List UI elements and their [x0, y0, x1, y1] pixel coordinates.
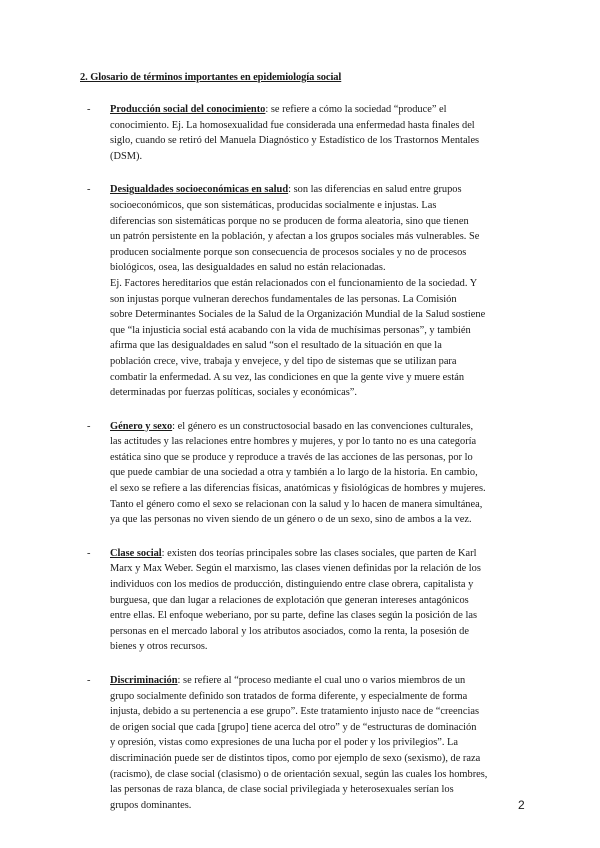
definition-line: (DSM).: [110, 150, 143, 162]
definition-line: que “la injusticia social está acabando con la vida de muchísimas personas”, y también: [110, 324, 471, 336]
definition-line: son injustas porque vulneran derechos fundamentales de las personas. La Comisión: [110, 293, 457, 305]
definition-line: grupo socialmente definido son tratados de forma diferente, y especialmente de forma: [110, 690, 468, 702]
entry-first-line: Discriminación: se refiere al “proceso mediante el cual uno o varios miembros de un: [110, 675, 466, 686]
glossary-list: [80, 102, 532, 831]
definition-line: producen socialmente porque son consecuencia de procesos sociales y no de procesos: [110, 246, 467, 258]
definition-line: socioeconómicos, que son sistemáticas, producidas socialmente e injustas. Las: [110, 199, 437, 211]
glossary-entry: [80, 182, 532, 400]
page-number: 2: [518, 798, 525, 812]
glossary-entry: [80, 546, 532, 655]
definition-line: bienes y otros recursos.: [110, 641, 208, 653]
definition-line: (racismo), de clase social (clasismo) o de orientación sexual, según las cuales los hombres,: [110, 768, 488, 780]
definition-line: el sexo se refiere a las diferencias físicas, anatómicas y fisiológicas de hombres y mujeres.: [110, 483, 486, 495]
definition-line: diferencias son sistemáticas porque no se producen de forma aleatoria, sino que tienen: [110, 215, 469, 227]
definition-continuation: [110, 689, 532, 814]
bullet-dash: -: [87, 675, 91, 686]
definition-line: las personas de raza blanca, de clase social privilegiada y heterosexuales serían los: [110, 784, 454, 796]
definition-line: sobre Determinantes Sociales de la Salud de la Organización Mundial de la Salud sostiene: [110, 309, 486, 321]
bullet-dash: -: [87, 420, 91, 432]
entry-body: [110, 182, 532, 400]
definition-line: determinadas por fuerzas políticas, sociales y económicas”.: [110, 387, 357, 399]
definition-continuation: [110, 118, 532, 165]
definition-line: siglo, cuando se retiró del Manuela Diagnóstico y Estadístico de los Trastornos Mentales: [110, 135, 480, 147]
entry-first-line: Clase social: existen dos teorías principales sobre las clases sociales, que parten de Karl: [110, 547, 477, 559]
definition-line: población crece, vive, trabaja y envejece, y del tipo de sistemas que se utilizan para: [110, 355, 457, 367]
definition-line: conocimiento. Ej. La homosexualidad fue considerada una enfermedad hasta finales del: [110, 119, 475, 131]
definition-line: el género es un constructosocial basado en las convenciones culturales,: [177, 420, 474, 432]
glossary-term: Género y sexo: [110, 420, 173, 432]
definition-line: y opresión, vistas como expresiones de una lucha por el poder y los privilegios”. La: [110, 737, 458, 749]
definition-line: grupos dominantes.: [110, 799, 192, 811]
definition-line: burguesa, que dan lugar a relaciones de explotación que generan intereses antagónicos: [110, 594, 469, 606]
definition-continuation: [110, 198, 532, 401]
definition-line: combatir la enfermedad. A su vez, las condiciones en que la gente vive y muere están: [110, 371, 465, 383]
definition-line: injusta, debido a su pertenencia a ese grupo”. Este tratamiento injusto nace de “creencias: [110, 706, 480, 718]
entry-body: [110, 673, 532, 813]
definition-line: discriminación puede ser de distintos tipos, como por ejemplo de sexo (sexismo), de raza: [110, 752, 481, 764]
definition-line: afirma que las desigualdades en salud “son el resultado de la situación en que la: [110, 340, 442, 352]
entry-first-line: Género y sexo: el género es un constructosocial basado en las convenciones culturales,: [110, 420, 474, 432]
entry-body: [110, 546, 532, 655]
glossary-entry: [80, 102, 532, 164]
entry-first-line: Desigualdades socioeconómicas en salud: son las diferencias en salud entre grupos: [110, 184, 462, 196]
definition-line: individuos con los medios de producción, distinguiendo entre clase obrera, capitalista y: [110, 579, 474, 591]
definition-line: un patrón persistente en la población, y afectan a los grupos sociales más vulnerables. Se: [110, 231, 480, 243]
definition-line: Tanto el género como el sexo se relacionan con la salud y lo hacen de manera simultánea,: [110, 498, 483, 510]
entry-body: [110, 102, 532, 164]
bullet-dash: -: [87, 547, 91, 559]
glossary-term: Producción social del conocimiento: [110, 104, 266, 115]
definition-line: son las diferencias en salud entre grupos: [293, 184, 462, 196]
glossary-term: Desigualdades socioeconómicas en salud: [110, 184, 289, 196]
entry-first-line: Producción social del conocimiento: se refiere a cómo la sociedad “produce” el: [110, 104, 447, 115]
glossary-entry: [80, 419, 532, 528]
definition-line: estática sino que se produce y reproduce a través de las acciones de las personas, por lo: [110, 451, 473, 463]
definition-line: de origen social que cada [grupo] tiene acerca del otro” y de “estructuras de dominación: [110, 721, 477, 733]
definition-line: entre ellas. El enfoque weberiano, por su parte, define las clases según la posición de las: [110, 610, 478, 622]
bullet-dash: -: [87, 104, 91, 115]
definition-continuation: [110, 434, 532, 528]
glossary-term: Discriminación: [110, 675, 178, 686]
section-title: 2. Glosario de términos importantes en epidemiología social: [80, 72, 342, 83]
definition-line: biológicos, osea, las desigualdades en salud no están relacionadas.: [110, 262, 386, 274]
definition-line: Marx y Max Weber. Según el marxismo, las clases vienen definidas por la relación de los: [110, 563, 481, 575]
definition-line: se refiere a cómo la sociedad “produce” el: [270, 104, 447, 115]
bullet-dash: -: [87, 184, 91, 196]
definition-line: las actitudes y las relaciones entre hombres y mujeres, y por lo tanto no es una categoría: [110, 436, 477, 448]
definition-line: ya que las personas no viven siendo de un género o de un sexo, sino de ambos a la vez.: [110, 514, 472, 526]
definition-line: se refiere al “proceso mediante el cual uno o varios miembros de un: [183, 675, 466, 686]
definition-continuation: [110, 561, 532, 655]
definition-line: que puede cambiar de una sociedad a otra y también a lo largo de la historia. En cambio,: [110, 467, 478, 479]
definition-line: Ej. Factores hereditarios que están relacionados con el funcionamiento de la sociedad. Y: [110, 277, 478, 289]
entry-body: [110, 419, 532, 528]
definition-line: personas en el mercado laboral y los atributos asociados, como la renta, la posesión de: [110, 625, 469, 637]
glossary-term: Clase social: [110, 547, 162, 559]
definition-line: existen dos teorías principales sobre las clases sociales, que parten de Karl: [167, 547, 477, 559]
glossary-entry: [80, 673, 532, 813]
